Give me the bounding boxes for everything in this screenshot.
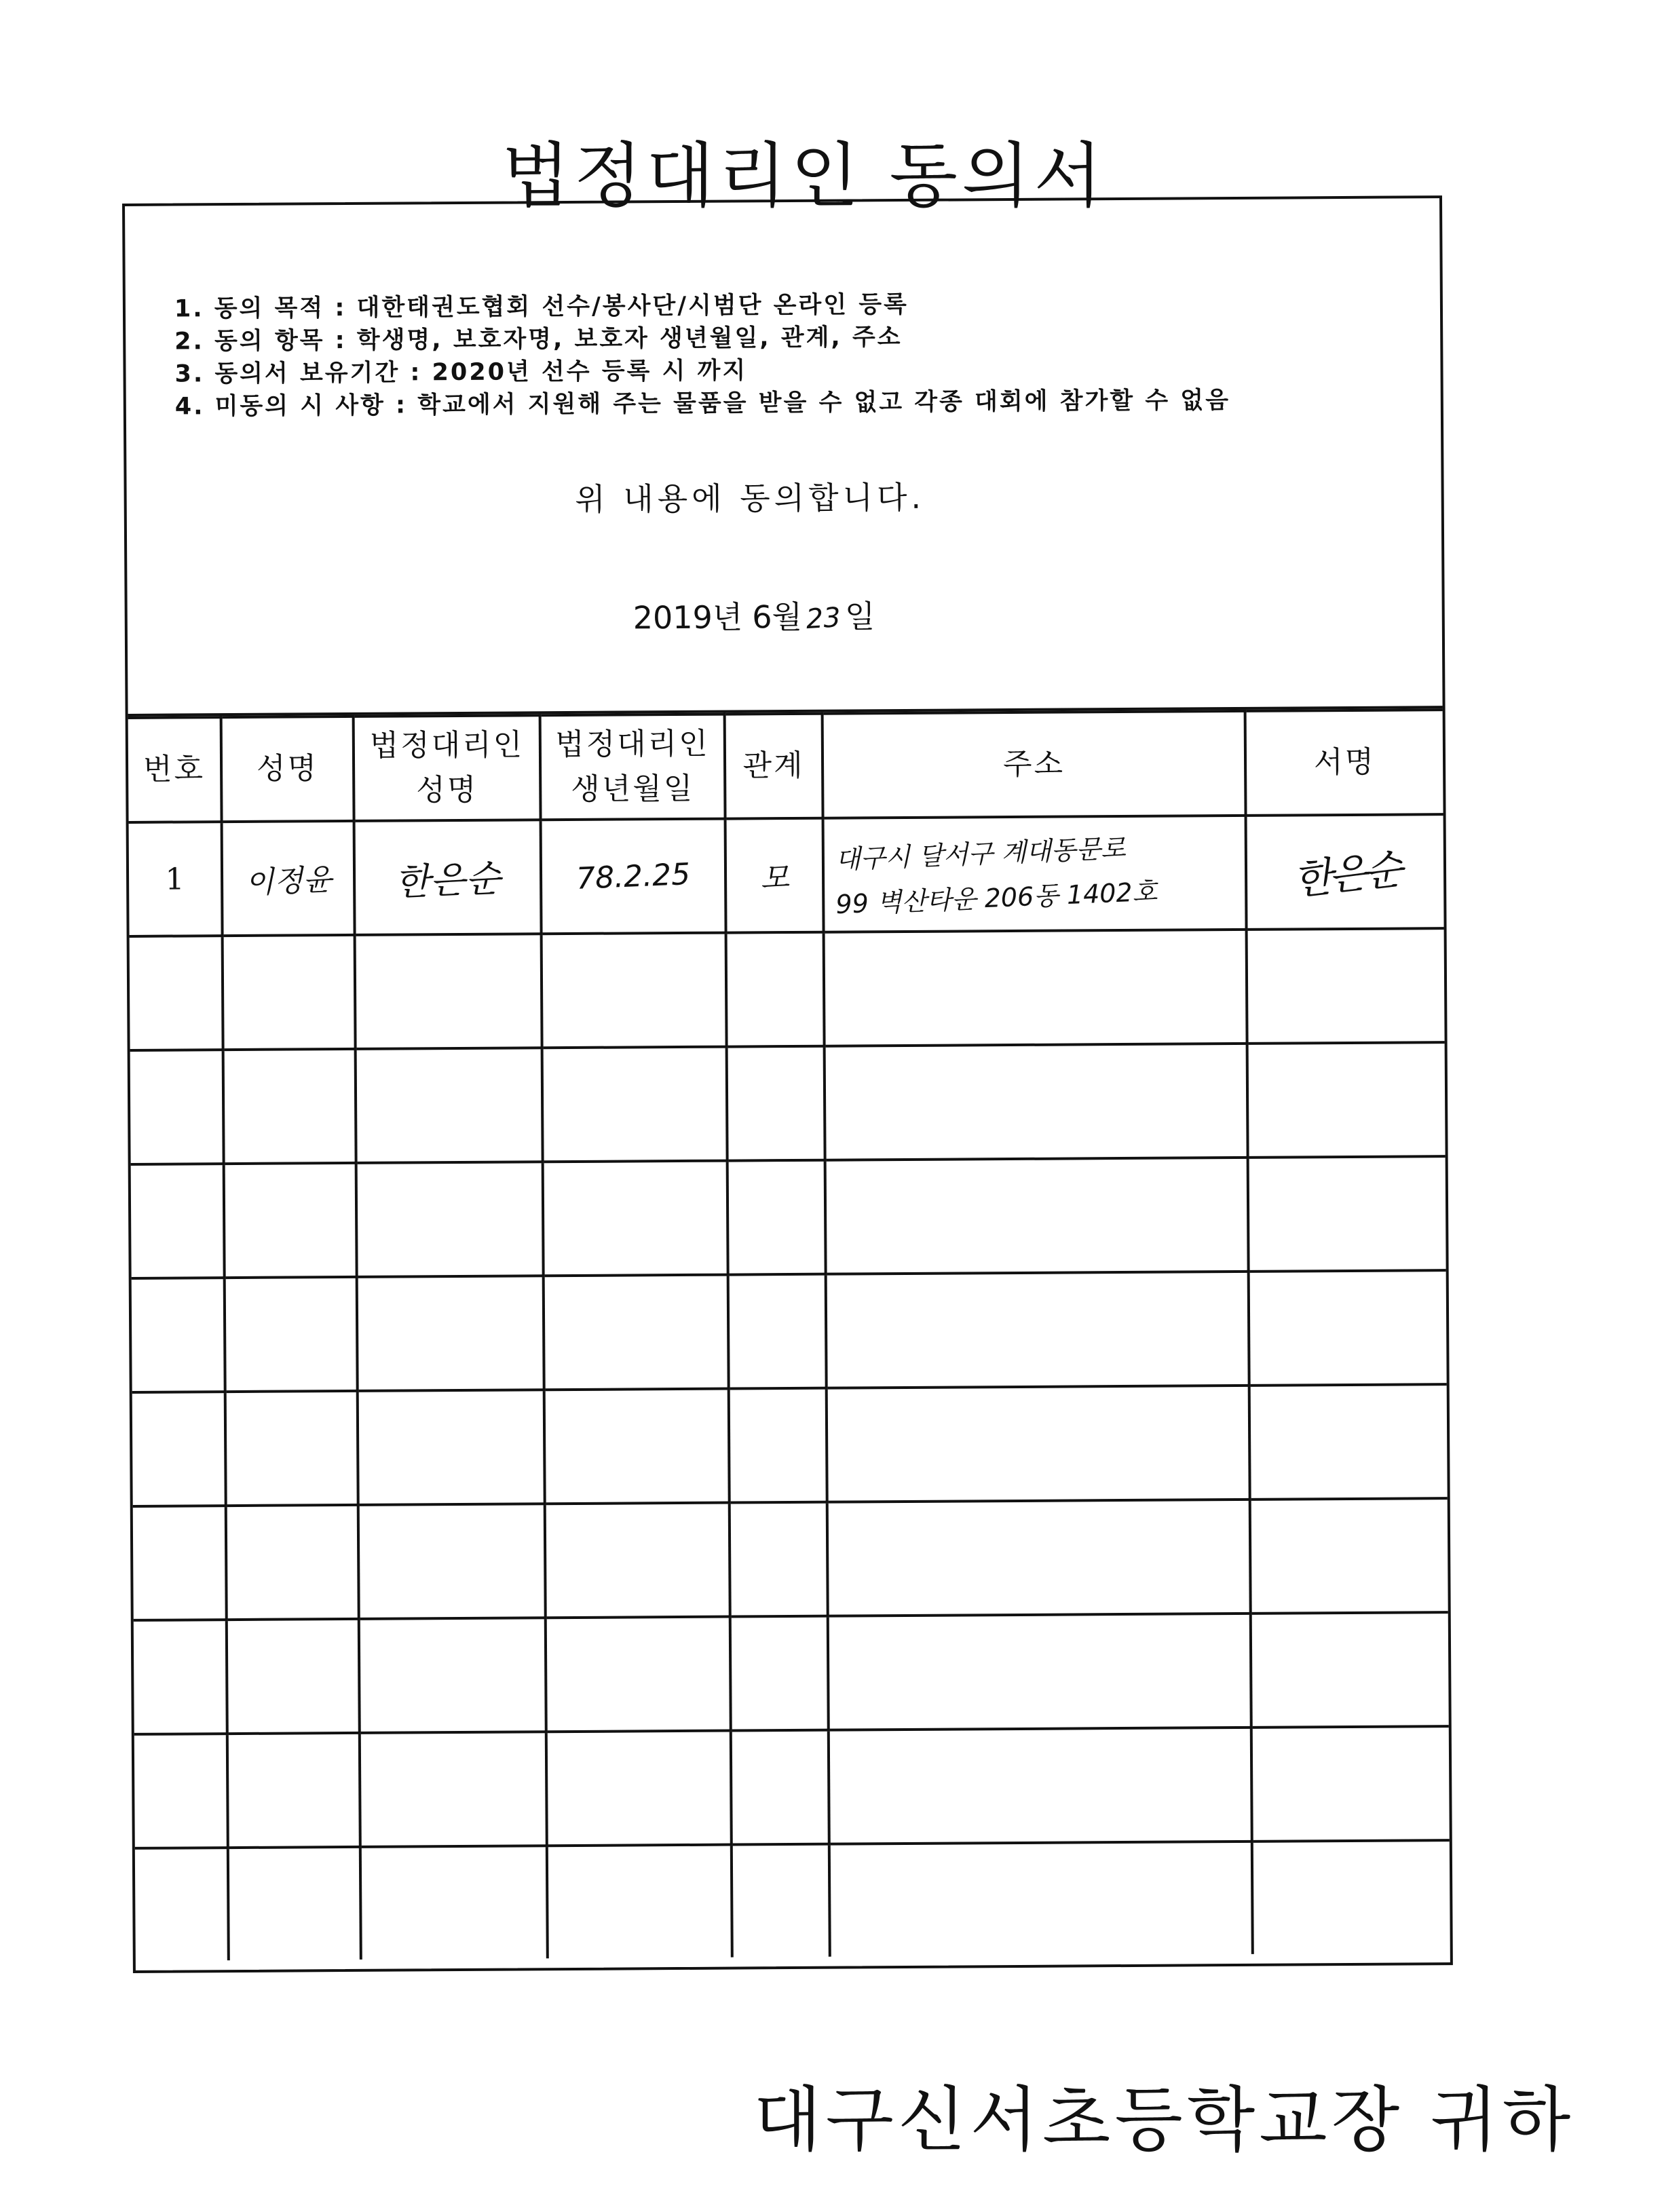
empty-cell <box>729 1388 827 1503</box>
empty-cell <box>355 934 542 1049</box>
header-number: 번호 <box>128 717 222 822</box>
cell-relation <box>725 818 824 933</box>
guardian-signature: 한은순 <box>1290 845 1401 905</box>
empty-cell <box>225 1391 358 1506</box>
empty-cell <box>135 1848 229 1961</box>
handwritten-address-line1: 대구시 달서구 계대동문로 <box>835 833 1127 875</box>
empty-cell <box>1247 1042 1446 1158</box>
empty-cell <box>131 1164 225 1278</box>
table-row <box>133 1498 1448 1620</box>
table-row <box>130 928 1445 1050</box>
cell-signature <box>1246 814 1444 930</box>
handwritten-address-line2: 99 벽산타운 206동 1402호 <box>835 876 1158 920</box>
empty-cell <box>826 1272 1249 1388</box>
empty-cell <box>132 1392 226 1506</box>
table-row <box>132 1384 1448 1506</box>
cell-number: 1 <box>129 822 223 936</box>
empty-cell <box>226 1505 359 1620</box>
empty-cell <box>1248 1156 1446 1272</box>
empty-cell <box>227 1619 360 1734</box>
consent-item: 3. 동의서 보유기간 : 2020년 선수 등록 시 까지 <box>174 357 748 388</box>
empty-cell <box>356 1162 544 1277</box>
empty-cell <box>223 1049 356 1164</box>
consent-item: 1. 동의 목적 : 대한태권도협회 선수/봉사단/시범단 온라인 등록 <box>174 290 909 323</box>
table-row <box>129 814 1444 936</box>
empty-cell <box>359 1618 546 1733</box>
consent-item: 4. 미동의 시 사항 : 학교에서 지원해 주는 물품을 받을 수 없고 각종 대회에 참가할 수 없음 <box>174 387 1231 421</box>
handwritten-guardian-name: 한은순 <box>394 856 502 904</box>
empty-cell <box>727 1046 825 1161</box>
table-row <box>131 1156 1446 1278</box>
table-row <box>130 1042 1446 1164</box>
empty-cell <box>223 935 356 1050</box>
empty-cell <box>130 936 223 1050</box>
handwritten-relation: 모 <box>759 860 790 896</box>
empty-cell <box>1250 1498 1448 1614</box>
empty-cell <box>728 1274 827 1389</box>
consent-item: 2. 동의 항목 : 학생명, 보호자명, 보호자 생년월일, 관계, 주소 <box>174 323 903 356</box>
consent-form <box>122 195 1453 1973</box>
empty-cell <box>1251 1612 1449 1728</box>
empty-cell <box>1252 1840 1450 1954</box>
consent-items <box>174 286 1230 423</box>
cell-guardian-name <box>354 820 542 935</box>
empty-cell <box>1249 1384 1448 1500</box>
empty-cell <box>228 1847 361 1960</box>
table-row <box>135 1840 1450 1961</box>
date-day-suffix: 일 <box>844 598 875 635</box>
empty-cell <box>829 1842 1253 1957</box>
table-row <box>132 1270 1447 1392</box>
handwritten-student-name: 이정윤 <box>244 862 333 901</box>
empty-cell <box>544 1275 729 1390</box>
empty-cell <box>827 1500 1251 1616</box>
addressee-footer: 대구신서초등학교장 귀하 <box>753 2078 1575 2161</box>
table-row <box>134 1612 1449 1734</box>
empty-cell <box>132 1278 225 1392</box>
empty-cell <box>543 1161 728 1276</box>
cell-guardian-birth <box>541 819 726 934</box>
empty-cell <box>1249 1270 1447 1386</box>
empty-cell <box>1247 928 1445 1044</box>
empty-cell <box>731 1730 829 1845</box>
table-header-row <box>128 710 1443 822</box>
empty-cell <box>130 1050 224 1164</box>
empty-cell <box>827 1386 1250 1502</box>
empty-cell <box>825 1158 1249 1274</box>
empty-cell <box>358 1390 545 1505</box>
date-month: 6월 <box>752 598 803 636</box>
empty-cell <box>829 1728 1252 1844</box>
empty-cell <box>357 1276 544 1391</box>
empty-cell <box>542 933 727 1048</box>
empty-cell <box>546 1731 732 1846</box>
empty-cell <box>360 1732 547 1847</box>
consent-terms-box <box>125 198 1443 717</box>
empty-cell <box>134 1734 228 1848</box>
empty-cell <box>134 1620 227 1734</box>
header-relation: 관계 <box>725 714 823 819</box>
empty-cell <box>356 1048 543 1163</box>
header-guardian-birth: 법정대리인 생년월일 <box>540 714 725 820</box>
empty-cell <box>828 1614 1251 1730</box>
empty-cell <box>726 932 825 1047</box>
date-year: 2019년 <box>632 598 743 636</box>
guardian-table <box>128 708 1450 1961</box>
date-day-handwritten: 23 <box>805 602 842 636</box>
empty-cell <box>360 1846 548 1960</box>
empty-cell <box>544 1389 730 1504</box>
empty-cell <box>728 1160 826 1275</box>
empty-cell <box>732 1844 830 1958</box>
empty-cell <box>730 1502 828 1617</box>
empty-cell <box>227 1733 360 1848</box>
empty-cell <box>730 1616 829 1731</box>
empty-cell <box>358 1504 546 1619</box>
empty-cell <box>542 1047 728 1162</box>
agreement-statement: 위 내용에 동의합니다. <box>575 478 926 518</box>
handwritten-guardian-birth: 78.2.25 <box>575 856 692 896</box>
empty-cell <box>547 1845 732 1959</box>
empty-cell <box>224 1163 357 1278</box>
consent-date <box>633 592 875 638</box>
empty-cell <box>225 1277 358 1392</box>
document-title: 법정대리인 동의서 <box>502 134 1106 217</box>
empty-cell <box>546 1617 731 1732</box>
cell-name <box>222 821 355 936</box>
header-address: 주소 <box>823 711 1246 818</box>
header-guardian-name: 법정대리인 성명 <box>354 715 541 821</box>
empty-cell <box>825 1044 1248 1160</box>
empty-cell <box>824 930 1247 1046</box>
header-signature: 서명 <box>1245 710 1443 816</box>
cell-address <box>823 816 1247 932</box>
empty-cell <box>545 1503 730 1618</box>
table-row <box>134 1726 1450 1848</box>
empty-cell <box>1251 1726 1450 1842</box>
empty-cell <box>133 1506 227 1620</box>
header-name: 성명 <box>221 717 354 822</box>
